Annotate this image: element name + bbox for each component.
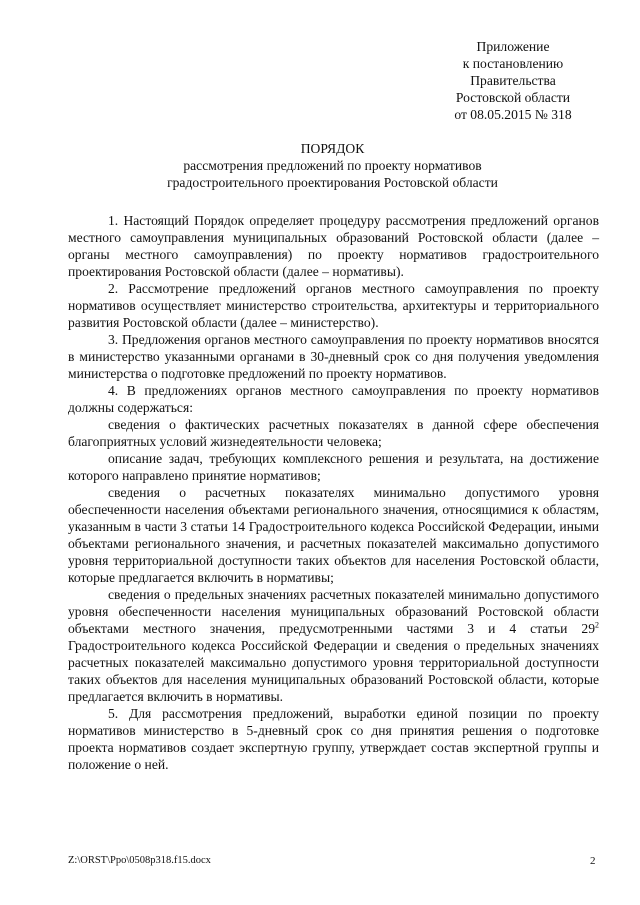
appendix-line: Правительства (470, 73, 556, 88)
document-title: ПОРЯДОК (300, 141, 365, 156)
appendix-block (420, 38, 606, 123)
document-subtitle-line2: градостроительного проектирования Ростовской области (167, 175, 498, 190)
paragraph-4-item-1: сведения о фактических расчетных показателях в данной сфере обеспечения благоприятных условий жизнедеятельности человека; (68, 417, 599, 449)
footer-page-number: 2 (590, 855, 596, 867)
appendix-line: к постановлению (462, 56, 564, 71)
paragraph-4: 4. В предложениях органов местного самоуправления по проекту нормативов должны содержаться: (68, 383, 599, 415)
paragraph-4-item-4-after: Градостроительного кодекса Российской Федерации и сведения о предельных значениях расчетных показателей максимально допустимого уровня территориальной доступности таких объектов для населения муниципальных образований Ростовской области, которые предлагается включить в нормативы. (68, 638, 599, 704)
appendix-line: Приложение (476, 39, 550, 54)
paragraph-3: 3. Предложения органов местного самоуправления по проекту нормативов вносятся в министерство указанными органами в 30-дневный срок со дня получения уведомления министерства о подготовке предложений по проекту нормативов. (68, 332, 599, 381)
appendix-line: Ростовской области (455, 90, 571, 105)
document-body (68, 212, 599, 773)
paragraph-4-item-3: сведения о расчетных показателях минимально допустимого уровня обеспеченности населения объектами регионального значения, относящимися к областям, указанным в части 3 статьи 14 Градостроительного кодекса Российской Федерации, иными объектами регионального значения, и расчетных показателей максимально допустимого уровня территориальной доступности таких объектов для населения Ростовской области, которые предлагается включить в нормативы; (68, 485, 599, 585)
paragraph-4-item-4-before: сведения о предельных значениях расчетных показателей минимально допустимого уровня обеспеченности населения муниципальных образований Ростовской области объектами местного значения, предусмотренными частями 3 и 4 статьи 29 (68, 587, 599, 636)
paragraph-4-item-2: описание задач, требующих комплексного решения и результата, на достижение которого направлено принятие нормативов; (68, 451, 599, 483)
document-subtitle-line1: рассмотрения предложений по проекту нормативов (183, 158, 482, 173)
paragraph-2: 2. Рассмотрение предложений органов местного самоуправления по проекту нормативов осуществляет министерство строительства, архитектуры и территориального развития Ростовской области (далее – министерство). (68, 281, 599, 330)
paragraph-1: 1. Настоящий Порядок определяет процедуру рассмотрения предложений органов местного самоуправления муниципальных образований Ростовской области (далее – органы местного самоуправления) по проекту нормативов градостроительного проектирования Ростовской области (далее – нормативы). (68, 213, 599, 279)
paragraph-5: 5. Для рассмотрения предложений, выработки единой позиции по проекту нормативов министерство в 5-дневный срок со дня принятия решения о подготовке проекта нормативов создает экспертную группу, утверждает состав экспертной группы и положение о ней. (68, 706, 599, 772)
footer-file-path: Z:\ORST\Ppo\0508p318.f15.docx (68, 855, 211, 866)
superscript: 2 (595, 620, 599, 630)
title-block (60, 140, 605, 191)
paragraph-4-item-4 (68, 586, 599, 705)
appendix-line: от 08.05.2015 № 318 (454, 107, 572, 122)
